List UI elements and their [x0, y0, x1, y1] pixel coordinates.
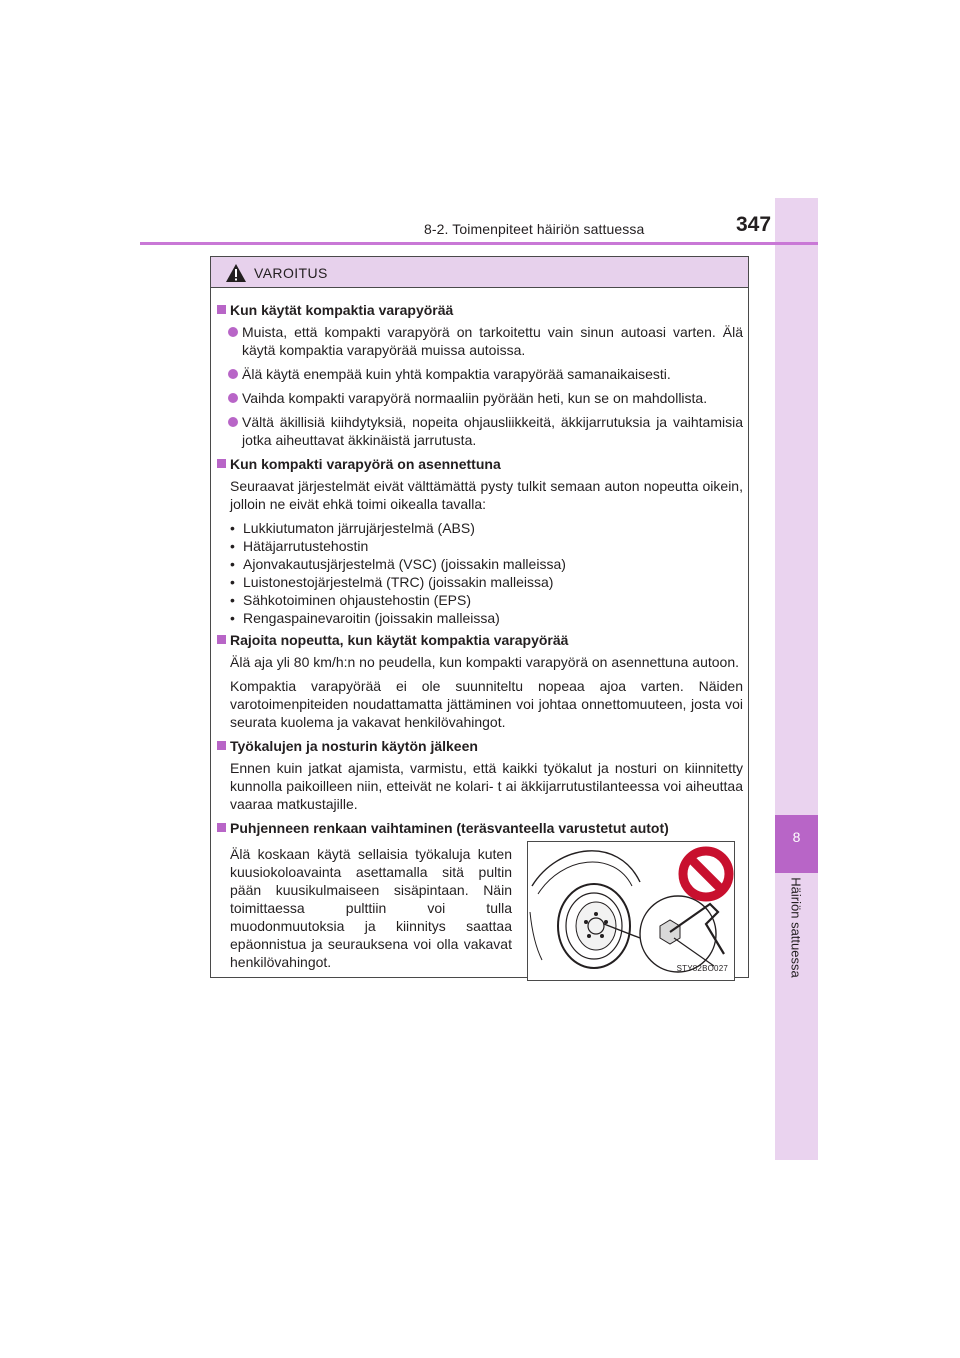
paragraph: Seuraavat järjestelmät eivät välttämättä pysty tulkit semaan auton nopeutta oikein, jolloin ne eivät ehkä toimi oikealla tavalla: — [230, 478, 743, 512]
list-item: • Rengaspainevaroitin (joissakin malleissa) — [230, 609, 743, 627]
list-item: • Ajonvakautusjärjestelmä (VSC) (joissakin malleissa) — [230, 555, 743, 573]
paragraph: Älä koskaan käytä sellaisia työkaluja kuten kuusiokoloavainta asettamalla sitä pultin pään kuusikulmaiseen sisäpintaan. Näin toimittaessa pulttiin voi tulla muodonmuutoksia ja kiinnitys saattaa epäonnistua ja seurauksena voi olla vakavat henkilövahingot. — [230, 846, 512, 970]
square-bullet-icon — [217, 635, 226, 644]
page-number: 347 — [736, 213, 772, 236]
square-bullet-icon — [217, 823, 226, 832]
warning-triangle-icon — [225, 263, 247, 283]
section-heading: Kun käytät kompaktia varapyörää — [217, 301, 743, 319]
round-bullet-icon — [228, 393, 238, 403]
list-item: • Luistonestojärjestelmä (TRC) (joissakin malleissa) — [230, 573, 743, 591]
bullet-item: Vaihda kompakti varapyörä normaaliin pyörään heti, kun se on mahdollista. — [217, 389, 743, 407]
side-tab — [775, 198, 818, 1160]
section-heading: Työkalujen ja nosturin käytön jälkeen — [217, 737, 743, 755]
list-item: • Hätäjarrutustehostin — [230, 537, 743, 555]
square-bullet-icon — [217, 305, 226, 314]
section-title: 8-2. Toimenpiteet häiriön sattuessa — [424, 221, 645, 237]
warning-content — [217, 301, 743, 991]
section-heading: Rajoita nopeutta, kun käytät kompaktia varapyörää — [217, 631, 743, 649]
section-heading: Kun kompakti varapyörä on asennettuna — [217, 455, 743, 473]
tire-change-block — [217, 841, 743, 991]
figure-code: STY82BO027 — [676, 964, 728, 973]
square-bullet-icon — [217, 459, 226, 468]
header-rule — [140, 242, 818, 245]
bullet-item: Vältä äkillisiä kiihdytyksiä, nopeita ohjausliikkeitä, äkkijarrutuksia ja vaihtamisia jotka aiheuttavat äkkinäistä jarrutusta. — [217, 413, 743, 449]
list-item: • Sähkotoiminen ohjaustehostin (EPS) — [230, 591, 743, 609]
chapter-label: Häiriön sattuessa — [788, 877, 804, 978]
round-bullet-icon — [228, 327, 238, 337]
square-bullet-icon — [217, 741, 226, 750]
list-item: • Lukkiutumaton järrujärjestelmä (ABS) — [230, 519, 743, 537]
warning-box — [210, 256, 749, 978]
bullet-item: Älä käytä enempää kuin yhtä kompaktia varapyörää samanaikaisesti. — [217, 365, 743, 383]
round-bullet-icon — [228, 417, 238, 427]
section-heading: Puhjenneen renkaan vaihtaminen (teräsvanteella varustetut autot) — [217, 819, 743, 837]
paragraph: Kompaktia varapyörää ei ole suunniteltu nopeaa ajoa varten. Näiden varotoimenpiteiden noudattamatta jättäminen voi johtaa onnettomuuteen, josta voi seurata kuolema ja vakavat henkilövahingot. — [230, 678, 743, 730]
system-list — [217, 519, 743, 627]
lug-nut-wrench-illustration — [527, 841, 735, 981]
warning-title: VAROITUS — [254, 265, 328, 281]
chapter-number: 8 — [792, 829, 801, 845]
paragraph: Ennen kuin jatkat ajamista, varmistu, että kaikki työkalut ja nosturi on kiinnitetty kunnolla paikoilleen niin, etteivät ne kolari- t ai äkkijarrutustilanteessa voi aiheuttaa vaaraa matkustajille. — [230, 760, 743, 812]
round-bullet-icon — [228, 369, 238, 379]
warning-header — [211, 257, 748, 288]
bullet-item: Muista, että kompakti varapyörä on tarkoitettu vain sinun autoasi varten. Älä käytä kompaktia varapyörää muissa autoissa. — [217, 323, 743, 359]
paragraph: Älä aja yli 80 km/h:n no peudella, kun kompakti varapyörä on asennettuna autoon. — [230, 654, 739, 670]
